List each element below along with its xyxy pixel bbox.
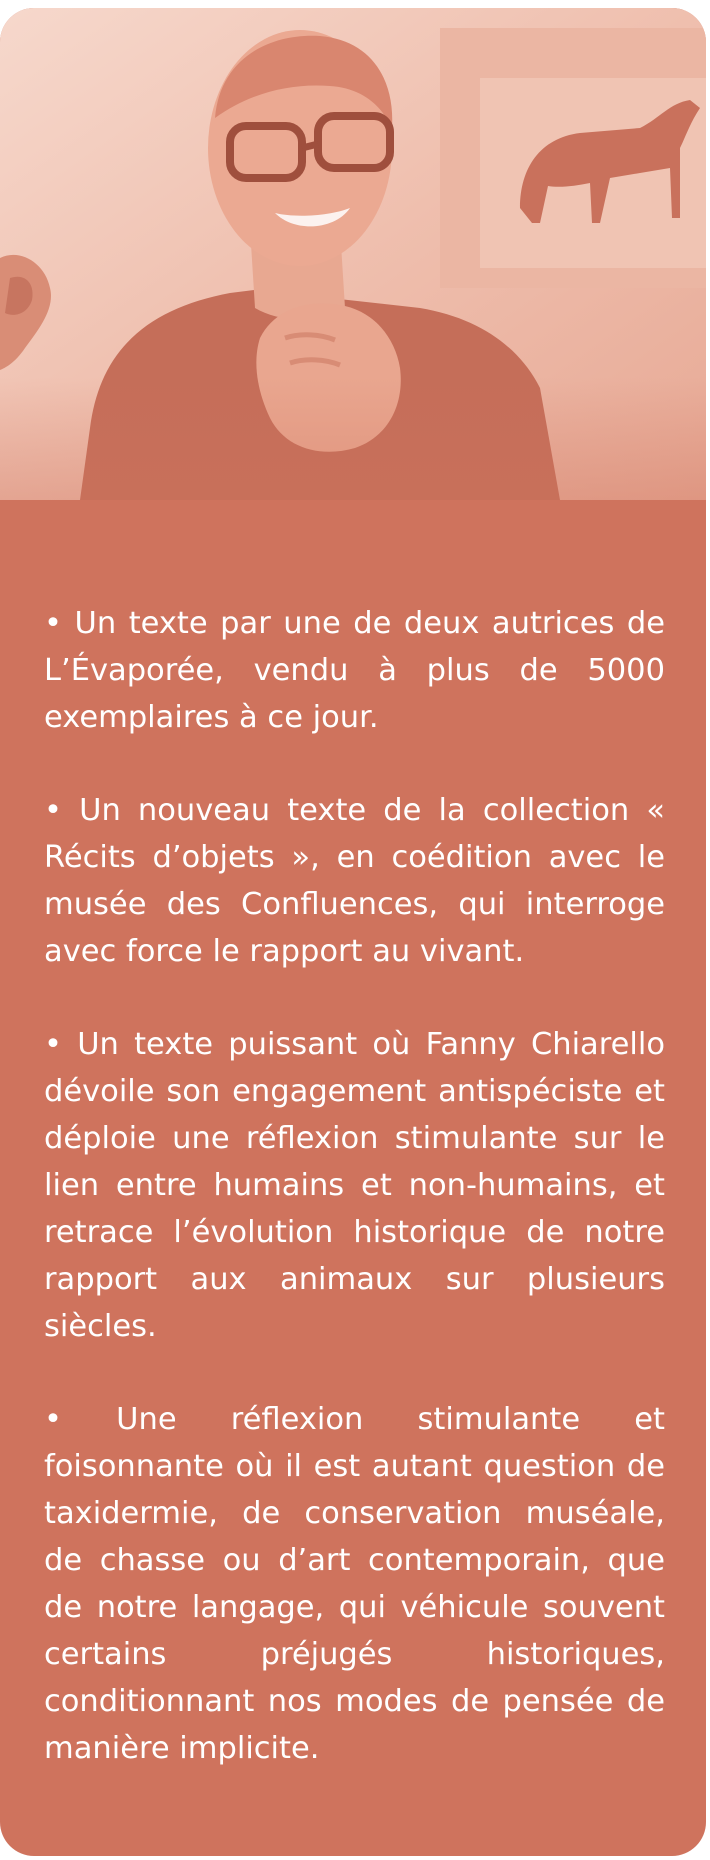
portrait-illustration (0, 8, 706, 500)
bullet-list (44, 600, 665, 1818)
bullet-item: • Un nouveau texte de la collection « Récits d’objets », en coédition avec le musée des Confluences, qui interroge avec force le rapport au vivant. (44, 793, 665, 969)
bullet-item: • Une réflexion stimulante et foisonnante où il est autant question de taxidermie, de conservation muséale, de chasse ou d’art contemporain, que de notre langage, qui véhicule souvent certains préjugés historiques, conditionnant nos modes de pensée de manière implicite. (44, 1402, 665, 1766)
bullet-item: • Un texte puissant où Fanny Chiarello dévoile son engagement antispéciste et déploie une réflexion stimulante sur le lien entre humains et non-humains, et retrace l’évolution historique de notre rapport aux animaux sur plusieurs siècles. (44, 1027, 665, 1344)
info-card (0, 8, 706, 1856)
portrait-photo (0, 8, 706, 500)
bullet-item: • Un texte par une de deux autrices de L’Évaporée, vendu à plus de 5000 exemplaires à ce jour. (44, 606, 665, 735)
